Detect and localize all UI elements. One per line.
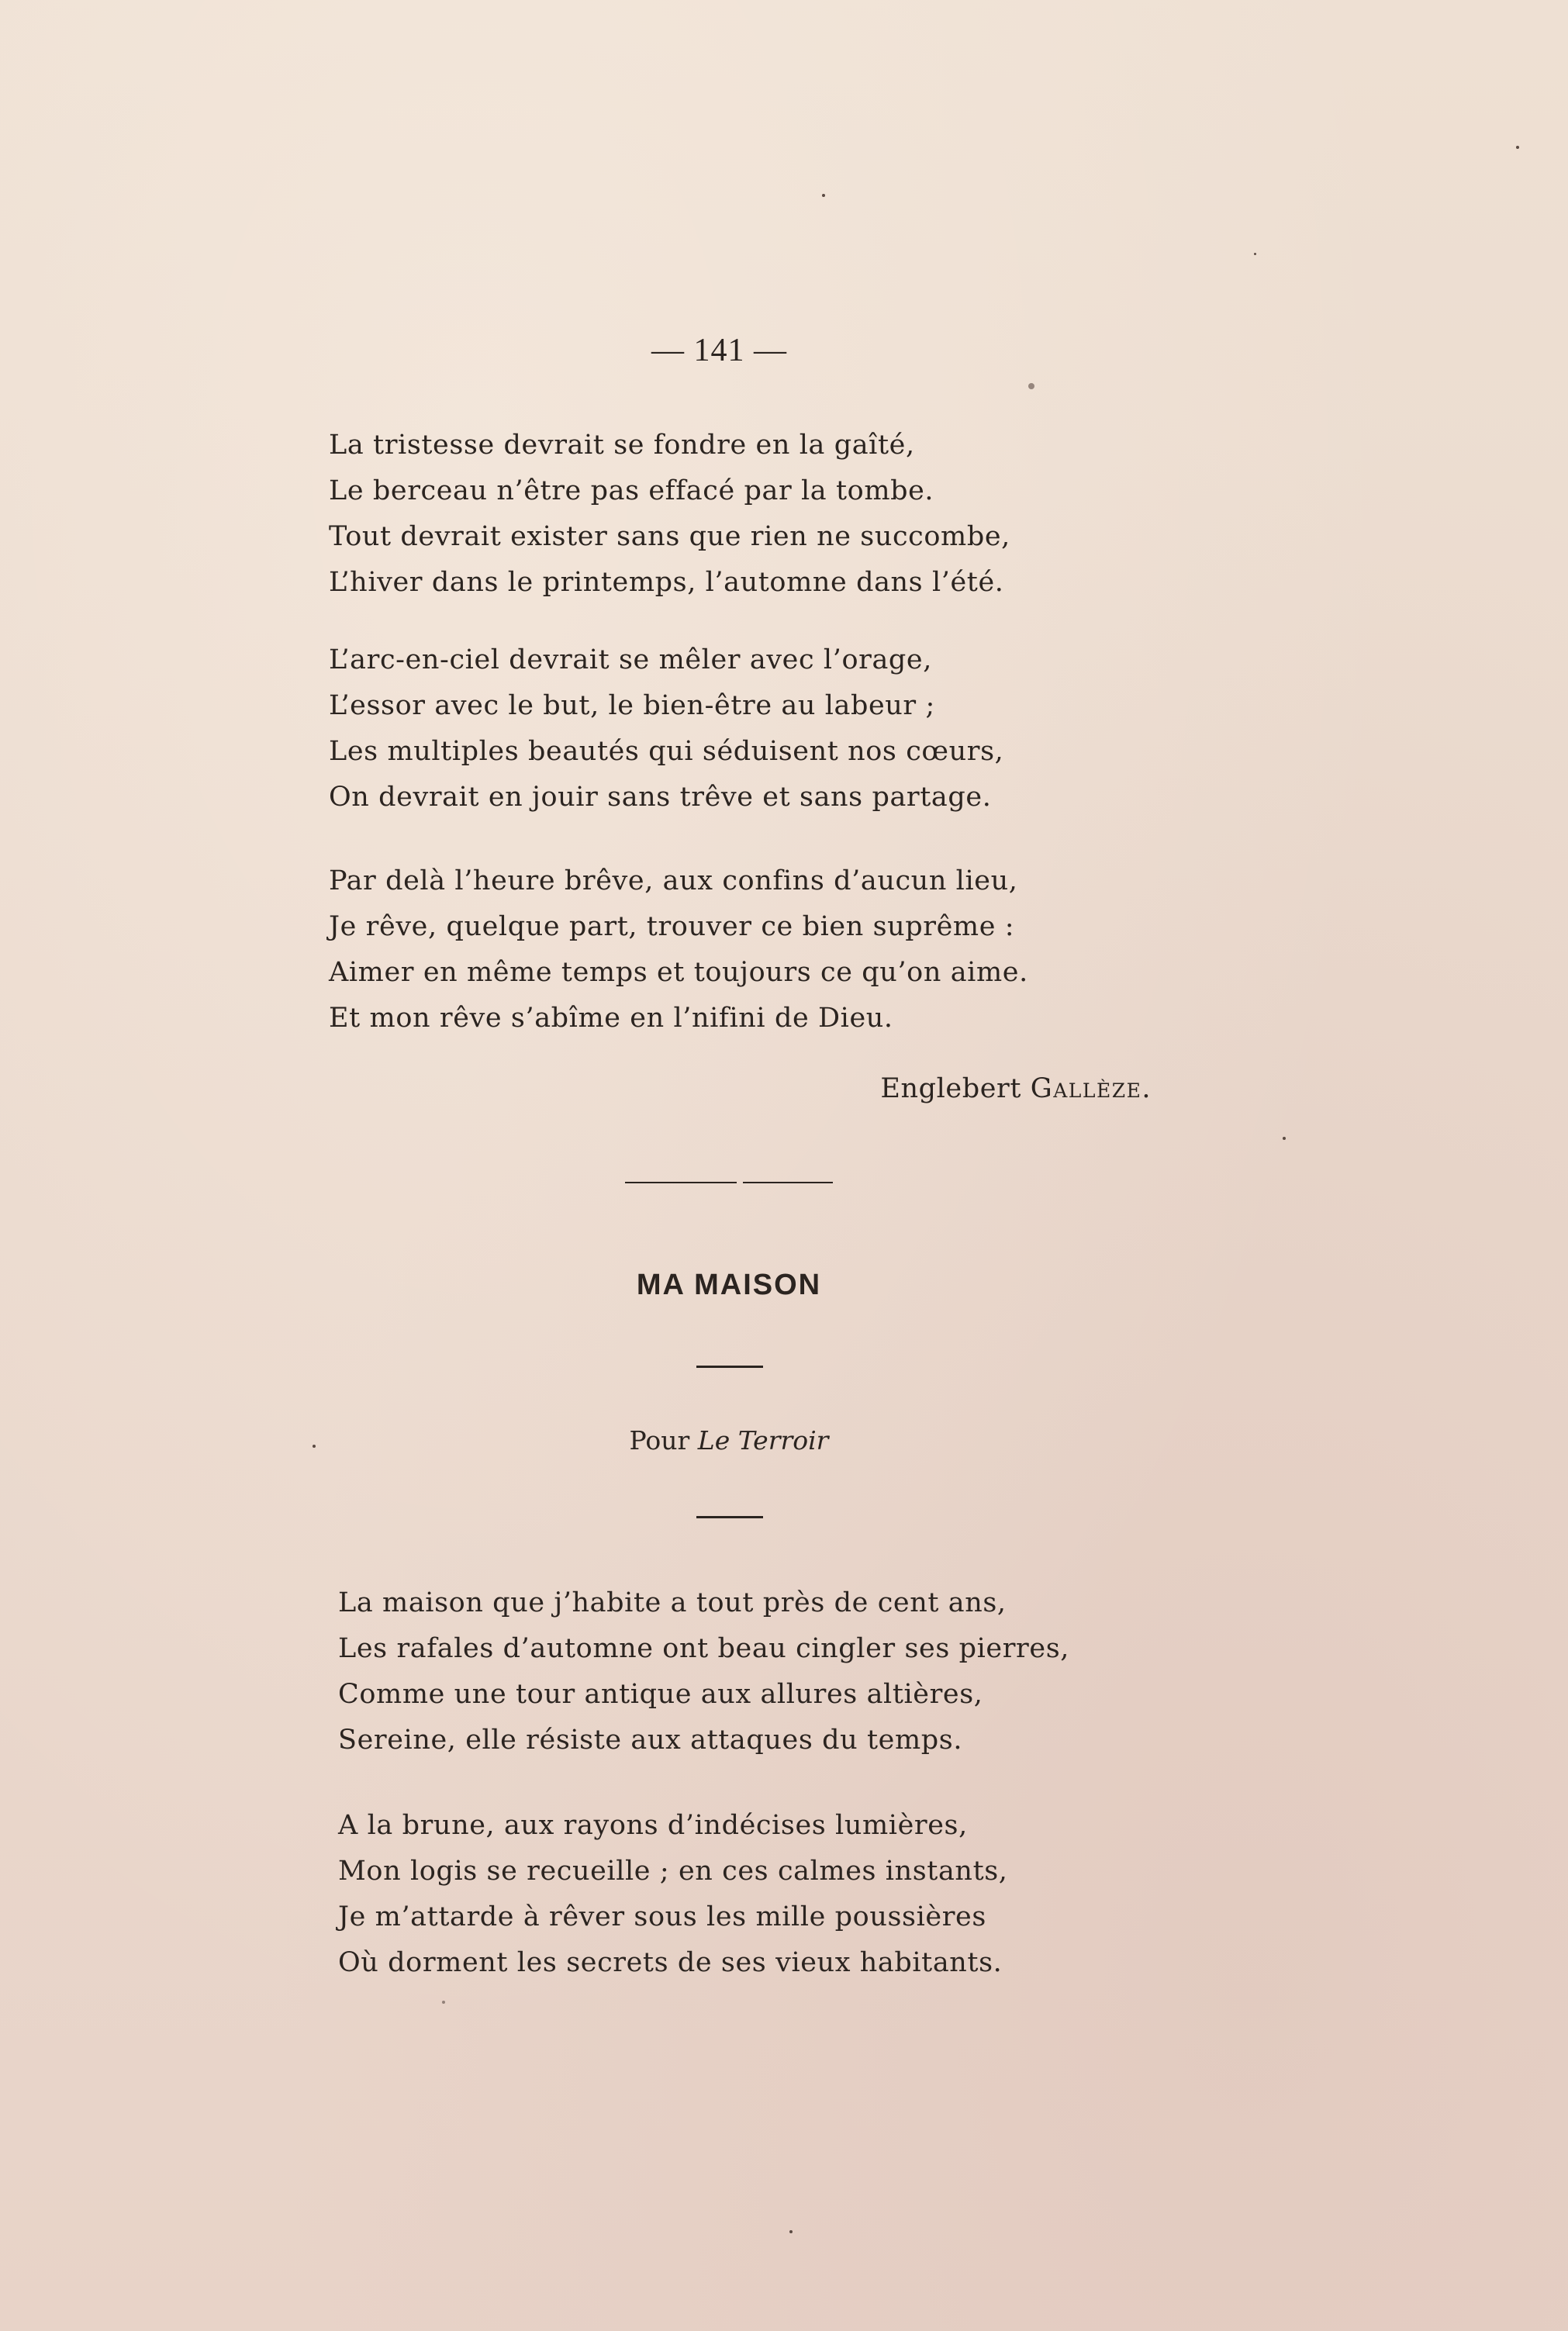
verse-line: Aimer en même temps et toujours ce qu’on aime.	[329, 957, 1028, 988]
paper-speck	[822, 194, 825, 197]
verse-line: Je rêve, quelque part, trouver ce bien suprême :	[329, 911, 1015, 942]
paper-speck	[1283, 1137, 1286, 1140]
author-signature	[880, 1073, 1152, 1104]
verse-line: La tristesse devrait se fondre en la gaîté,	[329, 430, 915, 461]
paper-speck	[789, 2230, 793, 2233]
page-number: — 141 —	[651, 333, 787, 368]
verse-line: Sereine, elle résiste aux attaques du temps.	[338, 1725, 963, 1756]
poem2-stanza-2	[338, 1803, 1008, 1986]
verse-line: A la brune, aux rayons d’indécises lumières,	[338, 1810, 968, 1841]
author-first-name: Englebert	[880, 1073, 1022, 1104]
poem1-stanza-2	[329, 637, 1003, 820]
verse-line: Où dorment les secrets de ses vieux habitants.	[338, 1947, 1003, 1978]
verse-line: Tout devrait exister sans que rien ne succombe,	[329, 521, 1010, 552]
verse-line: L’arc-en-ciel devrait se mêler avec l’orage,	[329, 644, 932, 675]
paper-speck	[1516, 146, 1519, 149]
author-surname: Gallèze.	[1030, 1073, 1152, 1104]
paper-speck	[442, 2001, 445, 2004]
verse-line: L’hiver dans le printemps, l’automne dans l’été.	[329, 567, 1004, 598]
dedication-rule	[696, 1516, 763, 1518]
verse-line: Le berceau n’être pas effacé par la tombe.	[329, 475, 934, 506]
verse-line: On devrait en jouir sans trêve et sans partage.	[329, 782, 992, 813]
paper-speck	[1028, 383, 1034, 389]
poem1-stanza-3	[329, 858, 1028, 1041]
section-separator-right	[743, 1182, 833, 1183]
verse-line: Les multiples beautés qui séduisent nos cœurs,	[329, 736, 1004, 767]
verse-line: La maison que j’habite a tout près de cent ans,	[338, 1587, 1007, 1618]
verse-line: Et mon rêve s’abîme en l’nifini de Dieu.	[329, 1003, 893, 1034]
dedication-work: Le Terroir	[697, 1425, 829, 1456]
dedication	[0, 1425, 1458, 1456]
dedication-prefix: Pour	[629, 1425, 690, 1456]
verse-line: Mon logis se recueille ; en ces calmes instants,	[338, 1856, 1008, 1887]
poem-title: MA MAISON	[636, 1269, 822, 1301]
poem2-stanza-1	[338, 1580, 1069, 1763]
verse-line: Les rafales d’automne ont beau cingler ses pierres,	[338, 1633, 1069, 1664]
verse-line: Comme une tour antique aux allures altières,	[338, 1679, 983, 1710]
poem1-stanza-1	[329, 423, 1010, 606]
section-separator-left	[625, 1182, 737, 1183]
verse-line: L’essor avec le but, le bien-être au labeur ;	[329, 690, 935, 721]
paper-speck	[1254, 253, 1256, 255]
verse-line: Je m’attarde à rêver sous les mille poussières	[338, 1901, 986, 1932]
verse-line: Par delà l’heure brêve, aux confins d’aucun lieu,	[329, 865, 1018, 896]
title-rule	[696, 1366, 763, 1368]
